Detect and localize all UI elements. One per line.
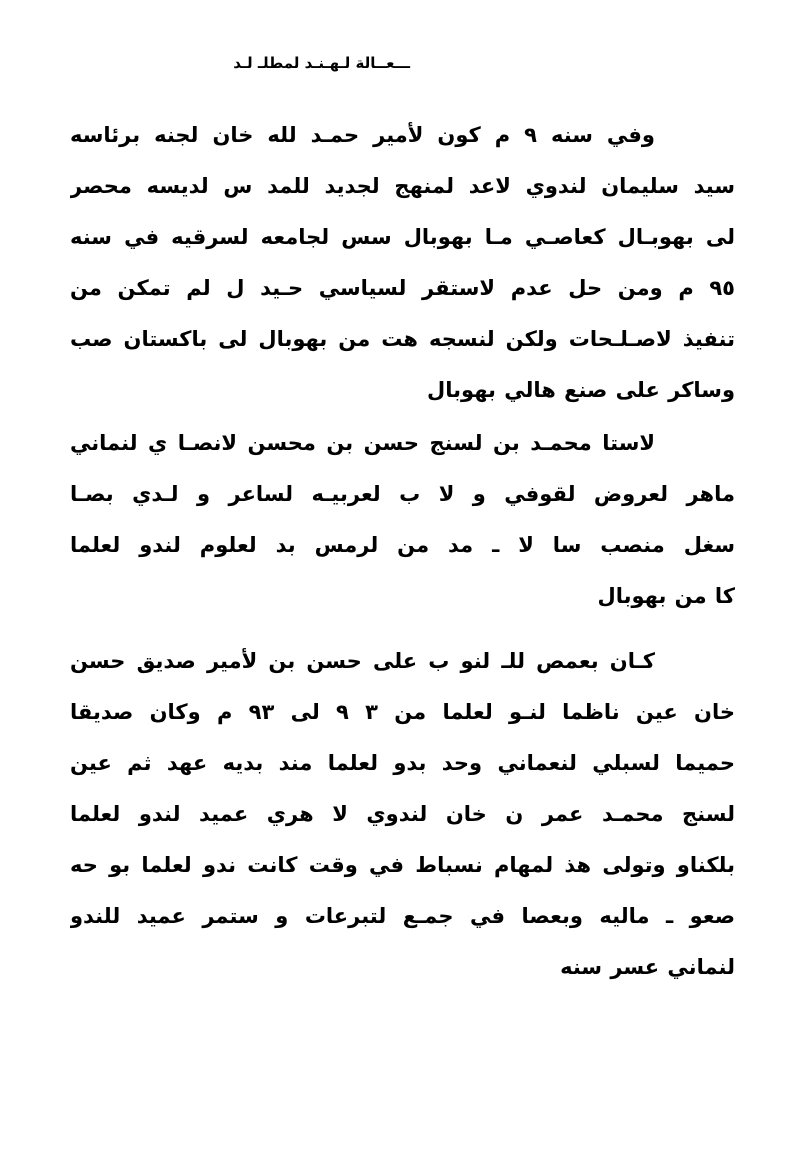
- text-line: وساكر على صنع هالي بهوبال: [427, 378, 735, 402]
- page-header: ـــعــالة لـهـنـد لمطلـ لـد: [233, 54, 410, 72]
- text-line: وفي سنه ٩ م كون لأمير حمـد لله خان لجنه برئاسه: [70, 123, 655, 147]
- text-line: لى بهوبـال كعاصـي مـا بهوبال سس لجامعه لسرقيه في سنه: [70, 225, 735, 249]
- text-line: ٩٥ م ومن حل عدم لاستقر لسياسي حـيد ل لم تمكن من: [70, 276, 735, 300]
- paragraph-1: [70, 110, 735, 416]
- text-line: سغل منصب سا لا ـ مد من لرمس بد لعلوم لندو لعلما: [70, 533, 735, 557]
- paragraph-3: [70, 636, 735, 993]
- paragraph-2: [70, 418, 735, 622]
- text-line: كـان بعمص للـ لنو ب على حسن بن لأمير صديق حسن: [70, 649, 655, 673]
- text-line: لسنج محمـد عمر ن خان لندوي لا هري عميد لندو لعلما: [70, 802, 735, 826]
- text-line: لاستا محمـد بن لسنج حسن بن محسن لانصـا ي لنماني: [70, 431, 655, 455]
- text-line: بلكناو وتولى هذ لمهام نسباط في وقت كانت ندو لعلما بو حه: [70, 853, 735, 877]
- text-line: كا من بهوبال: [597, 584, 735, 608]
- text-line: سيد سليمان لندوي لاعد لمنهج لجديد للمد س لديسه محصر: [70, 174, 735, 198]
- text-line: حميما لسبلي لنعماني وحد بدو لعلما مند بديه عهد ثم عين: [70, 751, 735, 775]
- text-line: تنفيذ لاصـلـحات ولكن لنسجه هت من بهوبال لى باكستان صب: [70, 327, 735, 351]
- text-line: صعو ـ ماليه وبعصا في جمـع لتبرعات و ستمر عميد للندو: [70, 904, 735, 928]
- text-line: خان عين ناظما لنـو لعلما من ٣ ٩ لى ٩٣ م وكان صديقا: [70, 700, 735, 724]
- text-line: ماهر لعروض لقوفي و لا ب لعربيـه لساعر و لـدي بصـا: [70, 482, 735, 506]
- text-line: لنماني عسر سنه: [560, 955, 735, 979]
